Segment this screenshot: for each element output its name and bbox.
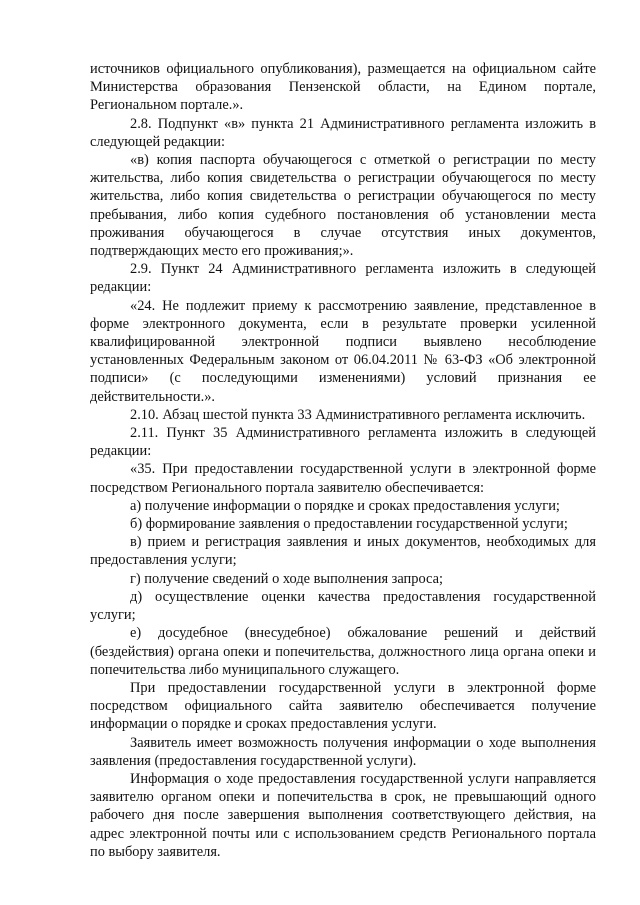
paragraph-official-site: При предоставлении государственной услуги в электронной форме посредством официального сайта заявителю обеспечивается получение информации о порядке и сроках предоставления услуги.: [90, 679, 596, 733]
list-item-g: г) получение сведений о ходе выполнения запроса;: [130, 570, 443, 587]
paragraph-progress-info: Информация о ходе предоставления государственной услуги направляется заявителю органом опеки и попечительства в срок, не превышающий одного рабочего дня после завершения выполнения соответствующего действия, на адрес электронной почты или с использованием средств Регионального портала по выбору заявителя.: [90, 770, 596, 860]
paragraph-continuation: источников официального опубликования), размещается на официальном сайте Министерства образования Пензенской области, на Едином портале, Региональном портале.».: [90, 61, 596, 114]
paragraph-2-10: 2.10. Абзац шестой пункта 33 Административного регламента исключить.: [130, 406, 586, 423]
list-item-e: е) досудебное (внесудебное) обжалование решений и действий (бездействия) органа опеки и попечительства, должностного лица органа опеки и попечительства либо муниципального служащего.: [90, 625, 596, 678]
list-item-a: а) получение информации о порядке и сроках предоставления услуги;: [130, 497, 560, 514]
list-item-d: д) осуществление оценки качества предоставления государственной услуги;: [90, 588, 596, 624]
list-item-b: б) формирование заявления о предоставлении государственной услуги;: [130, 516, 568, 533]
document-page: [90, 60, 596, 861]
paragraph-2-8: 2.8. Подпункт «в» пункта 21 Административного регламента изложить в следующей редакции:: [90, 115, 596, 150]
paragraph-2-8-subitem-v: «в) копия паспорта обучающегося с отметкой о регистрации по месту жительства, либо копия свидетельства о регистрации обучающегося по месту жительства, либо копия свидетельства о регистрации обучающегося по месту пребывания, либо копия судебного постановления об установлении места проживания обучающегося в случае отсутствия иных документов, подтверждающих место его проживания;».: [90, 152, 596, 260]
paragraph-applicant-info: Заявитель имеет возможность получения информации о ходе выполнения заявления (предоставления государственной услуги).: [90, 734, 596, 769]
paragraph-2-11-item-35: «35. При предоставлении государственной услуги в электронной форме посредством Регионального портала заявителю обеспечивается:: [90, 461, 596, 496]
list-item-v: в) прием и регистрация заявления и иных документов, необходимых для предоставления услуги;: [90, 534, 596, 569]
paragraph-2-9: 2.9. Пункт 24 Административного регламента изложить в следующей редакции:: [90, 261, 596, 296]
paragraph-2-11: 2.11. Пункт 35 Административного регламента изложить в следующей редакции:: [90, 425, 596, 460]
paragraph-2-9-item-24: «24. Не подлежит приему к рассмотрению заявление, представленное в форме электронного документа, если в результате проверки усиленной квалифицированной электронной подписи выявлено несоблюдение установленных Федеральным законом от 06.04.2011 № 63-ФЗ «Об электронной подписи» (с последующими изменениями) условий признания ее действительности.».: [90, 297, 596, 405]
